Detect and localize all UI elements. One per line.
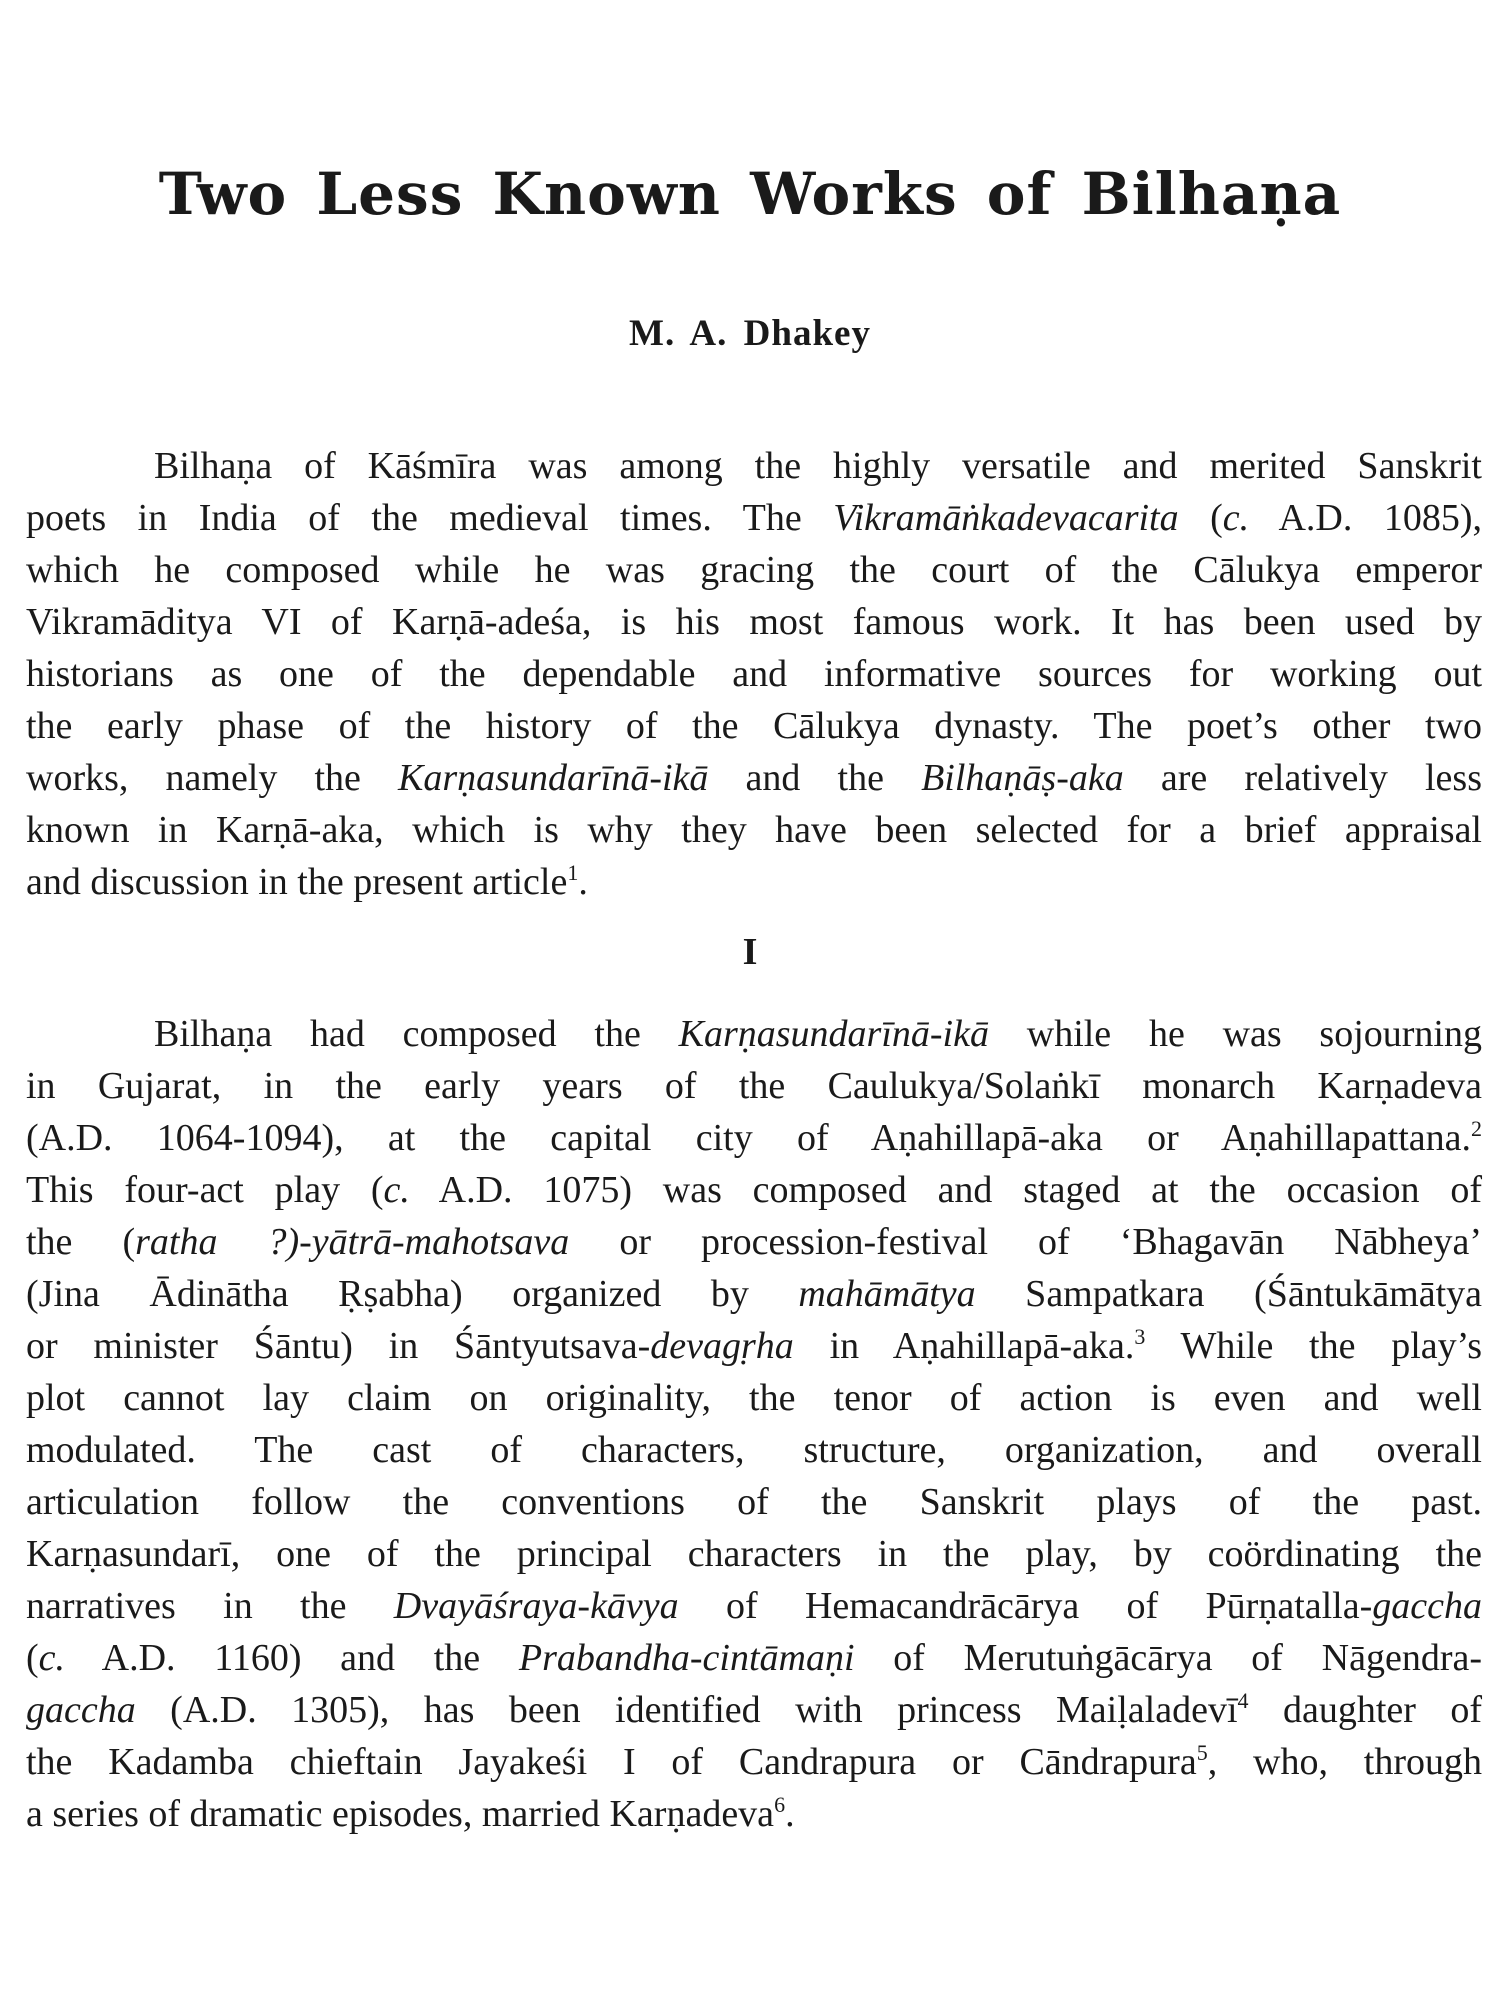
text-line: which he composed while he was gracing the court of the Cālukya emperor bbox=[26, 549, 1482, 591]
footnote-ref[interactable]: 6 bbox=[774, 1792, 786, 1817]
paragraph-2 bbox=[26, 1008, 1482, 1840]
article-title: Two Less Known Works of Bilhaṇa bbox=[158, 160, 1342, 228]
text-line: the (ratha ?)-yātrā-mahotsava or procession-festival of ‘Bhagavān Nābheya’ bbox=[26, 1221, 1482, 1263]
footnote-ref[interactable]: 3 bbox=[1134, 1324, 1146, 1349]
text-line: modulated. The cast of characters, structure, organization, and overall bbox=[26, 1429, 1482, 1471]
text-line: articulation follow the conventions of the Sanskrit plays of the past. bbox=[26, 1481, 1482, 1523]
text-line: (A.D. 1064-1094), at the capital city of Aṇahillapā-aka or Aṇahillapattana.$^2$ bbox=[26, 1116, 1482, 1159]
text-line: plot cannot lay claim on originality, the tenor of action is even and well bbox=[26, 1377, 1482, 1419]
text-line: (Jina Ādinātha Ṛṣabha) organized by mahāmātya Sampatkara (Śāntukāmātya bbox=[26, 1273, 1482, 1315]
footnote-ref[interactable]: 2 bbox=[1471, 1116, 1482, 1141]
text-line: works, namely the Karṇasundarīnā-ikā and the Bilhaṇāṣ-aka are relatively less bbox=[26, 757, 1482, 799]
text-line: known in Karṇā-aka, which is why they have been selected for a brief appraisal bbox=[26, 809, 1482, 851]
footnote-ref[interactable]: 5 bbox=[1196, 1740, 1208, 1765]
text-line: poets in India of the medieval times. The Vikramāṅkadevacarita (c. A.D. 1085), bbox=[26, 497, 1482, 539]
footnote-ref[interactable]: 4 bbox=[1237, 1688, 1249, 1713]
text-line: or minister Śāntu) in Śāntyutsava-devagṛha in Aṇahillapā-aka.$^3$ While the play’s bbox=[26, 1324, 1483, 1367]
text-line: historians as one of the dependable and informative sources for working out bbox=[26, 653, 1482, 695]
text-line: Vikramāditya VI of Karṇā-adeśa, is his most famous work. It has been used by bbox=[26, 601, 1482, 643]
text-line: in Gujarat, in the early years of the Caulukya/Solaṅkī monarch Karṇadeva bbox=[26, 1065, 1482, 1107]
text-line: Bilhaṇa had composed the Karṇasundarīnā-ikā while he was sojourning bbox=[154, 1013, 1482, 1055]
text-line: the Kadamba chieftain Jayakeśi I of Candrapura or Cāndrapura$^5$, who, through bbox=[26, 1740, 1482, 1783]
section-heading: I bbox=[742, 931, 758, 973]
author-name: M. A. Dhakey bbox=[629, 313, 871, 354]
text-line: gaccha (A.D. 1305), has been identified with princess Maiḷaladevī$^4$ daughter of bbox=[26, 1688, 1482, 1731]
text-line: Karṇasundarī, one of the principal characters in the play, by coördinating the bbox=[26, 1533, 1482, 1575]
text-line: the early phase of the history of the Cālukya dynasty. The poet’s other two bbox=[26, 705, 1482, 747]
text-line: (c. A.D. 1160) and the Prabandha-cintāmaṇi of Merutuṅgācārya of Nāgendra- bbox=[26, 1637, 1482, 1679]
text-line: This four-act play (c. A.D. 1075) was composed and staged at the occasion of bbox=[26, 1169, 1482, 1211]
text-line: narratives in the Dvayāśraya-kāvya of Hemacandrācārya of Pūrṇatalla-gaccha bbox=[26, 1585, 1482, 1627]
paragraph-1 bbox=[26, 440, 1482, 908]
text-line: Bilhaṇa of Kāśmīra was among the highly versatile and merited Sanskrit bbox=[154, 445, 1482, 487]
text-line: and discussion in the present article$^1$. bbox=[26, 860, 588, 903]
text-line: a series of dramatic episodes, married Karṇadeva$^6$. bbox=[26, 1792, 795, 1835]
footnote-ref[interactable]: 1 bbox=[567, 860, 579, 885]
